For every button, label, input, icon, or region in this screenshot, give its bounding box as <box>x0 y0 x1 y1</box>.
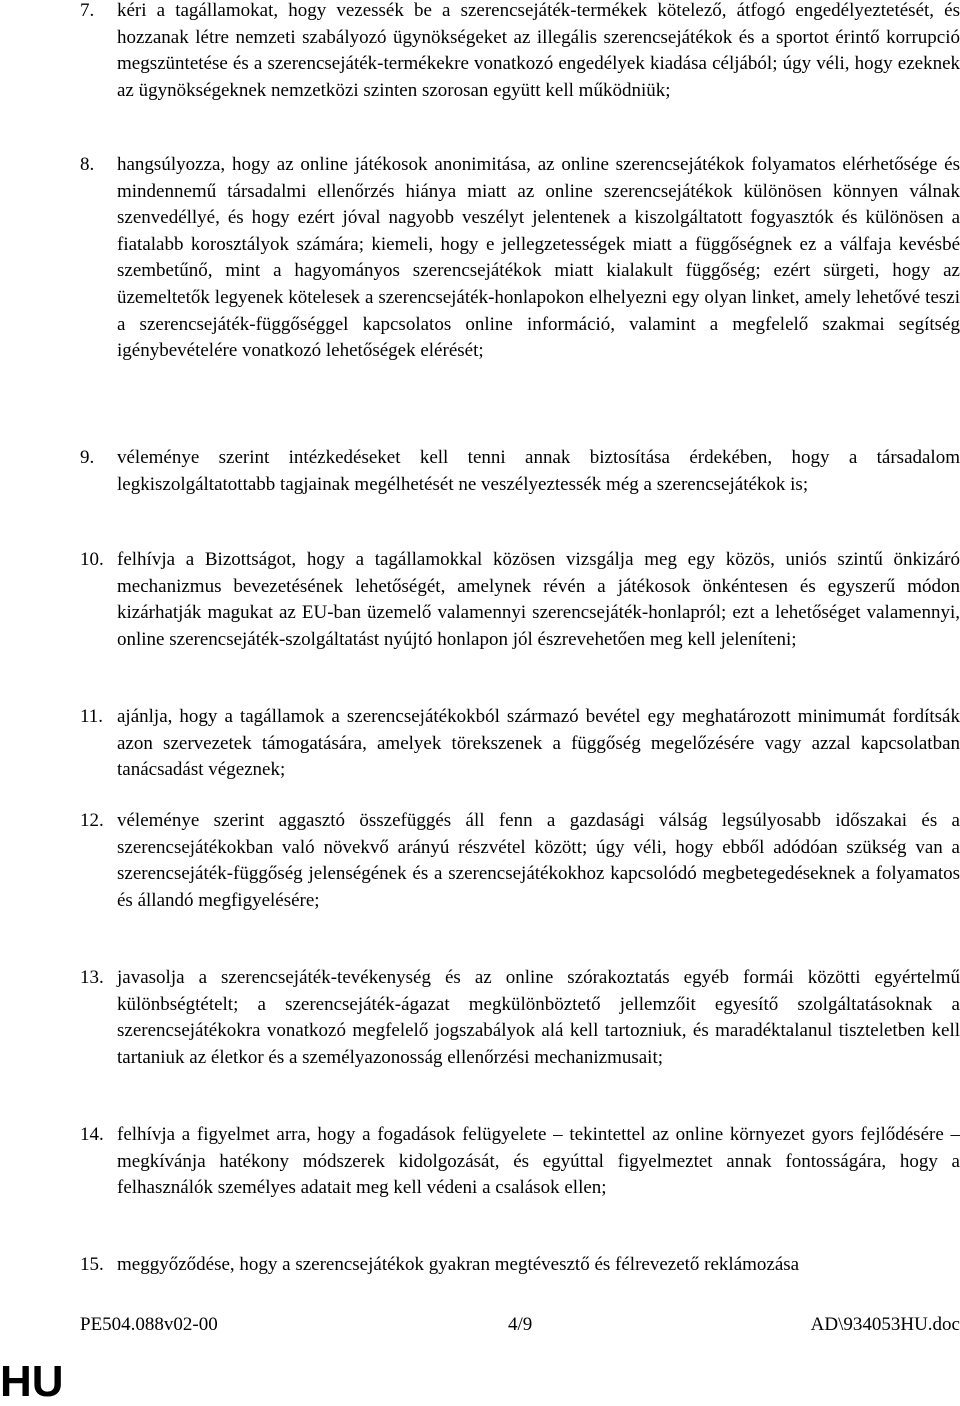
item-number: 12. <box>80 810 104 831</box>
list-item <box>80 152 960 365</box>
document-reference: PE504.088v02-00 <box>80 1314 218 1335</box>
language-code: HU <box>0 1357 64 1406</box>
item-number: 14. <box>80 1124 104 1145</box>
list-item <box>80 1252 960 1279</box>
item-text: felhívja a Bizottságot, hogy a tagállamokkal közösen vizsgálja meg egy közös, uniós szintű önkizáró mechanizmus bevezetésének lehetőségét, amelynek révén a játékosok önkéntesen és egyszerű módon kizárhatják magukat az EU-ban üzemelő valamennyi szerencsejáték-honlapról; ezt a lehetőséget valamennyi, online szerencsejáték-szolgáltatást nyújtó honlapon jól észrevehetően meg kell jeleníteni; <box>117 549 960 650</box>
page-footer <box>80 1312 960 1338</box>
item-number: 13. <box>80 967 104 988</box>
item-text: véleménye szerint aggasztó összefüggés áll fenn a gazdasági válság legsúlyosabb időszakai és a szerencsejátékokban való növekvő arányú részvétel között; úgy véli, hogy ebből adódóan szükség van a szerencsejáték-függőség jelenségének és a szerencsejátékokhoz kapcsolódó megbetegedéseknek a folyamatos és állandó megfigyelésére; <box>117 810 960 911</box>
page-number: 4/9 <box>508 1314 533 1335</box>
list-item <box>80 965 960 1071</box>
item-text: hangsúlyozza, hogy az online játékosok anonimitása, az online szerencsejátékok folyamatos elérhetősége és mindennemű társadalmi ellenőrzés hiánya miatt az online szerencsejátékok különösen könnyen válnak szenvedéllyé, és hogy ezért jóval nagyobb veszélyt jelentenek a kiszolgáltatott fogyasztók és különösen a fiatalabb korosztályok számára; kiemeli, hogy e jellegzetességek miatt a függőségnek ez a válfaja kevésbé szembetűnő, mint a hagyományos szerencsejátékok miatt kialakult függőség; ezért sürgeti, hogy az üzemeltetők legyenek kötelesek a szerencsejáték-honlapokon elhelyezni egy olyan linket, amely lehetővé teszi a szerencsejáték-függőséggel kapcsolatos online információ, valamint a megfelelő szakmai segítség igénybevételére vonatkozó lehetőségek elérését; <box>117 154 960 362</box>
item-number: 9. <box>80 447 95 468</box>
file-name: AD\934053HU.doc <box>810 1314 960 1335</box>
item-number: 11. <box>80 706 104 727</box>
item-text: véleménye szerint intézkedéseket kell tenni annak biztosítása érdekében, hogy a társadalom legkiszolgáltatottabb tagjainak megélhetését ne veszélyeztessék még a szerencsejátékok is; <box>117 447 960 495</box>
item-text: javasolja a szerencsejáték-tevékenység és az online szórakoztatás egyéb formái közötti egyértelmű különbségtételt; a szerencsejáték-ágazat megkülönböztető jellemzőit egyesítő szolgáltatásoknak a szerencsejátékokra vonatkozó megfelelő jogszabályok alá kell tartozniuk, és maradéktalanul tiszteletben kell tartaniuk az életkor és a személyazonosság ellenőrzési mechanizmusait; <box>117 967 960 1068</box>
item-text: meggyőződése, hogy a szerencsejátékok gyakran megtévesztő és félrevezető reklámozása <box>117 1254 800 1275</box>
list-item <box>80 704 960 784</box>
list-item <box>80 0 960 104</box>
item-text: ajánlja, hogy a tagállamok a szerencsejátékokból származó bevétel egy meghatározott minimumát fordítsák azon szervezetek támogatására, amelyek törekszenek a függőség megelőzésére vagy azzal kapcsolatban tanácsadást végeznek; <box>117 706 960 781</box>
list-item <box>80 808 960 914</box>
list-item <box>80 1122 960 1202</box>
item-number: 10. <box>80 549 104 570</box>
item-number: 7. <box>80 0 95 21</box>
item-number: 8. <box>80 154 95 175</box>
item-number: 15. <box>80 1254 104 1275</box>
item-text: kéri a tagállamokat, hogy vezessék be a szerencsejáték-termékek kötelező, átfogó engedélyeztetését, és hozzanak létre nemzeti szabályozó ügynökségeket az illegális szerencsejátékok és a sportot érintő korrupció megszüntetése és a szerencsejáték-termékekre vonatkozó engedélyek kiadása céljából; úgy véli, hogy ezeknek az ügynökségeknek nemzetközi szinten szorosan együtt kell működniük; <box>117 0 960 101</box>
list-item <box>80 547 960 653</box>
item-text: felhívja a figyelmet arra, hogy a fogadások felügyelete – tekintettel az online környezet gyors fejlődésére – megkívánja hatékony módszerek kidolgozását, és egyúttal figyelmeztet annak fontosságára, hogy a felhasználók személyes adatait meg kell védeni a csalások ellen; <box>117 1124 960 1199</box>
list-item <box>80 445 960 498</box>
